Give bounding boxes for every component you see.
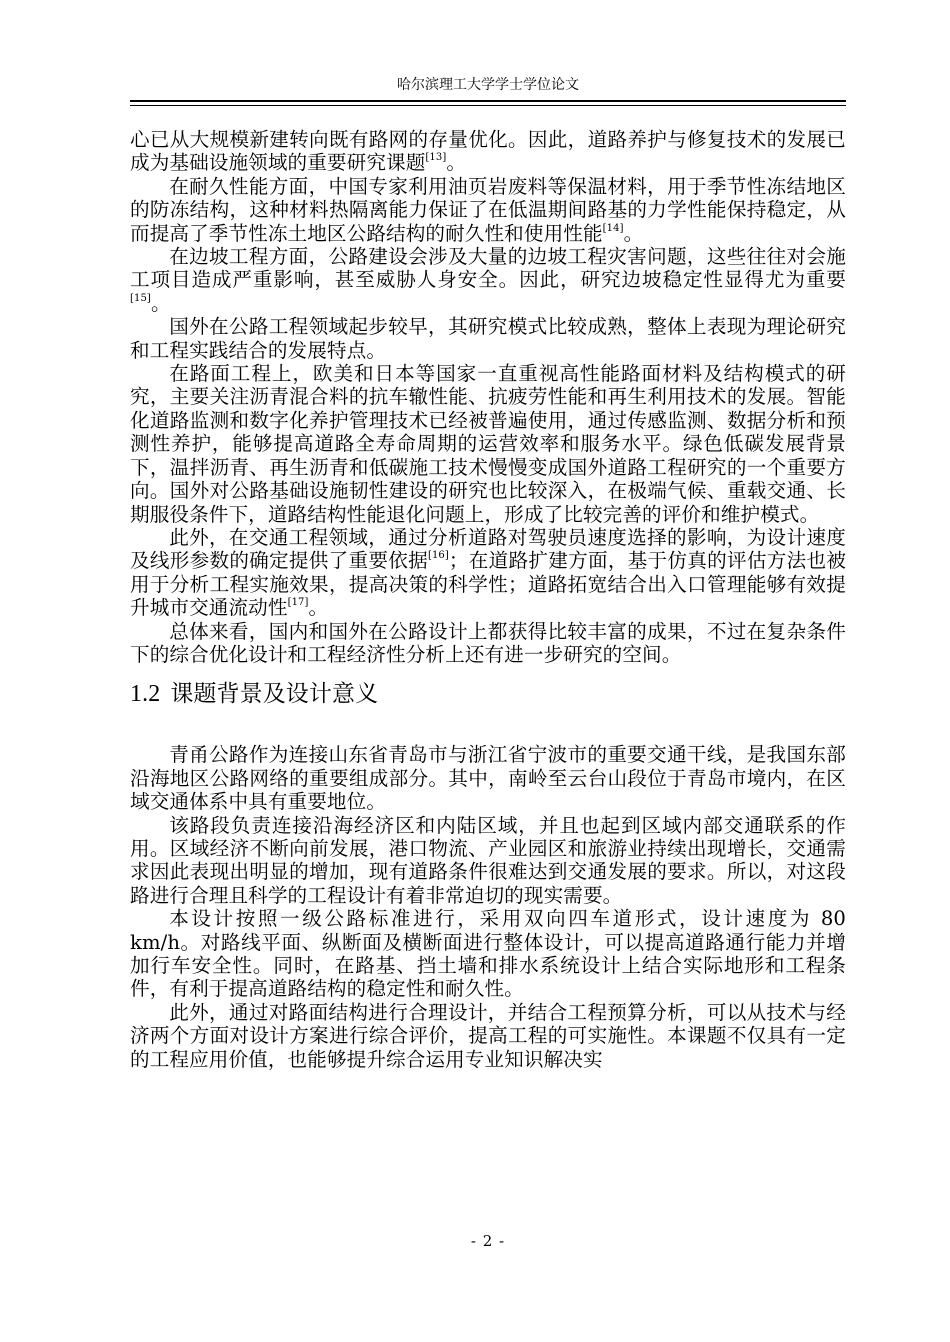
citation-ref[interactable]: [14] bbox=[602, 222, 624, 234]
section-heading bbox=[130, 679, 846, 709]
paragraph: 本设计按照一级公路标准进行，采用双向四车道形式，设计速度为 80 km/h。对路线平面、纵断面及横断面进行整体设计，可以提高道路通行能力并增加行车安全性。同时，在路基、挡土墙和排水系统设计上结合实际地形和工程条件，有利于提高道路结构的稳定性和耐久性。 bbox=[130, 907, 847, 1001]
section-number: 1.2 bbox=[130, 681, 161, 708]
paragraph: 总体来看，国内和国外在公路设计上都获得比较丰富的成果，不过在复杂条件下的综合优化设计和工程经济性分析上还有进一步研究的空间。 bbox=[130, 619, 846, 666]
paragraph: 该路段负责连接沿海经济区和内陆区域，并且也起到区域内部交通联系的作用。区域经济不断向前发展，港口物流、产业园区和旅游业持续出现增长，交通需求因此表现出明显的增加，现有道路条件很难达到交通发展的要求。所以，对这段路进行合理且科学的工程设计有着非常迫切的现实需要。 bbox=[130, 813, 846, 907]
paragraph: 此外，通过对路面结构进行合理设计，并结合工程预算分析，可以从技术与经济两个方面对设计方案进行综合评价，提高工程的可实施性。本课题不仅具有一定的工程应用价值，也能够提升综合运用专业知识解决实 bbox=[130, 1000, 846, 1071]
paragraph: 在路面工程上，欧美和日本等国家一直重视高性能路面材料及结构模式的研究，主要关注沥青混合料的抗车辙性能、抗疲劳性能和再生利用技术的发展。智能化道路监测和数字化养护管理技术已经被普遍使用，通过传感监测、数据分析和预测性养护，能够提高道路全寿命周期的运营效率和服务水平。绿色低碳发展背景下，温拌沥青、再生沥青和低碳施工技术慢慢变成国外道路工程研究的一个重要方向。国外对公路基础设施韧性建设的研究也比较深入，在极端气候、重载交通、长期服役条件下，道路结构性能退化问题上，形成了比较完善的评价和维护模式。 bbox=[130, 362, 846, 526]
body-text bbox=[130, 128, 846, 1071]
paragraph: 心已从大规模新建转向既有路网的存量优化。因此，道路养护与修复技术的发展已成为基础设施领域的重要研究课题[13]。 bbox=[130, 128, 846, 175]
paragraph: 此外，在交通工程领域，通过分析道路对驾驶员速度选择的影响，为设计速度及线形参数的确定提供了重要依据[16]；在道路扩建方面，基于仿真的评估方法也被用于分析工程实施效果，提高决策的科学性；道路拓宽结合出入口管理能够有效提升城市交通流动性[17]。 bbox=[130, 525, 847, 620]
paragraph: 在耐久性能方面，中国专家利用油页岩废料等保温材料，用于季节性冻结地区的防冻结构，这种材料热隔离能力保证了在低温期间路基的力学性能保持稳定，从而提高了季节性冻土地区公路结构的耐久性和使用性能[14]。 bbox=[130, 174, 846, 245]
paragraph: 在边坡工程方面，公路建设会涉及大量的边坡工程灾害问题，这些往往对会施工项目造成严重影响，甚至威胁人身安全。因此，研究边坡稳定性显得尤为重要[15]。 bbox=[130, 245, 846, 315]
paragraph: 国外在公路工程领域起步较早，其研究模式比较成熟，整体上表现为理论研究和工程实践结合的发展特点。 bbox=[130, 315, 846, 362]
running-header: 哈尔滨理工大学学士学位论文 bbox=[397, 77, 579, 93]
citation-ref[interactable]: [15] bbox=[130, 292, 151, 304]
header-rule-thick bbox=[130, 100, 846, 102]
section-title: 课题背景及设计意义 bbox=[170, 681, 379, 708]
page-number: - 2 - bbox=[470, 1232, 506, 1250]
header-rule-thin bbox=[130, 105, 846, 106]
citation-ref[interactable]: [13] bbox=[425, 152, 447, 164]
citation-ref[interactable]: [17] bbox=[287, 597, 309, 609]
paragraph: 青甬公路作为连接山东省青岛市与浙江省宁波市的重要交通干线，是我国东部沿海地区公路网络的重要组成部分。其中，南岭至云台山段位于青岛市境内，在区域交通体系中具有重要地位。 bbox=[130, 743, 846, 814]
citation-ref[interactable]: [16] bbox=[427, 550, 449, 562]
